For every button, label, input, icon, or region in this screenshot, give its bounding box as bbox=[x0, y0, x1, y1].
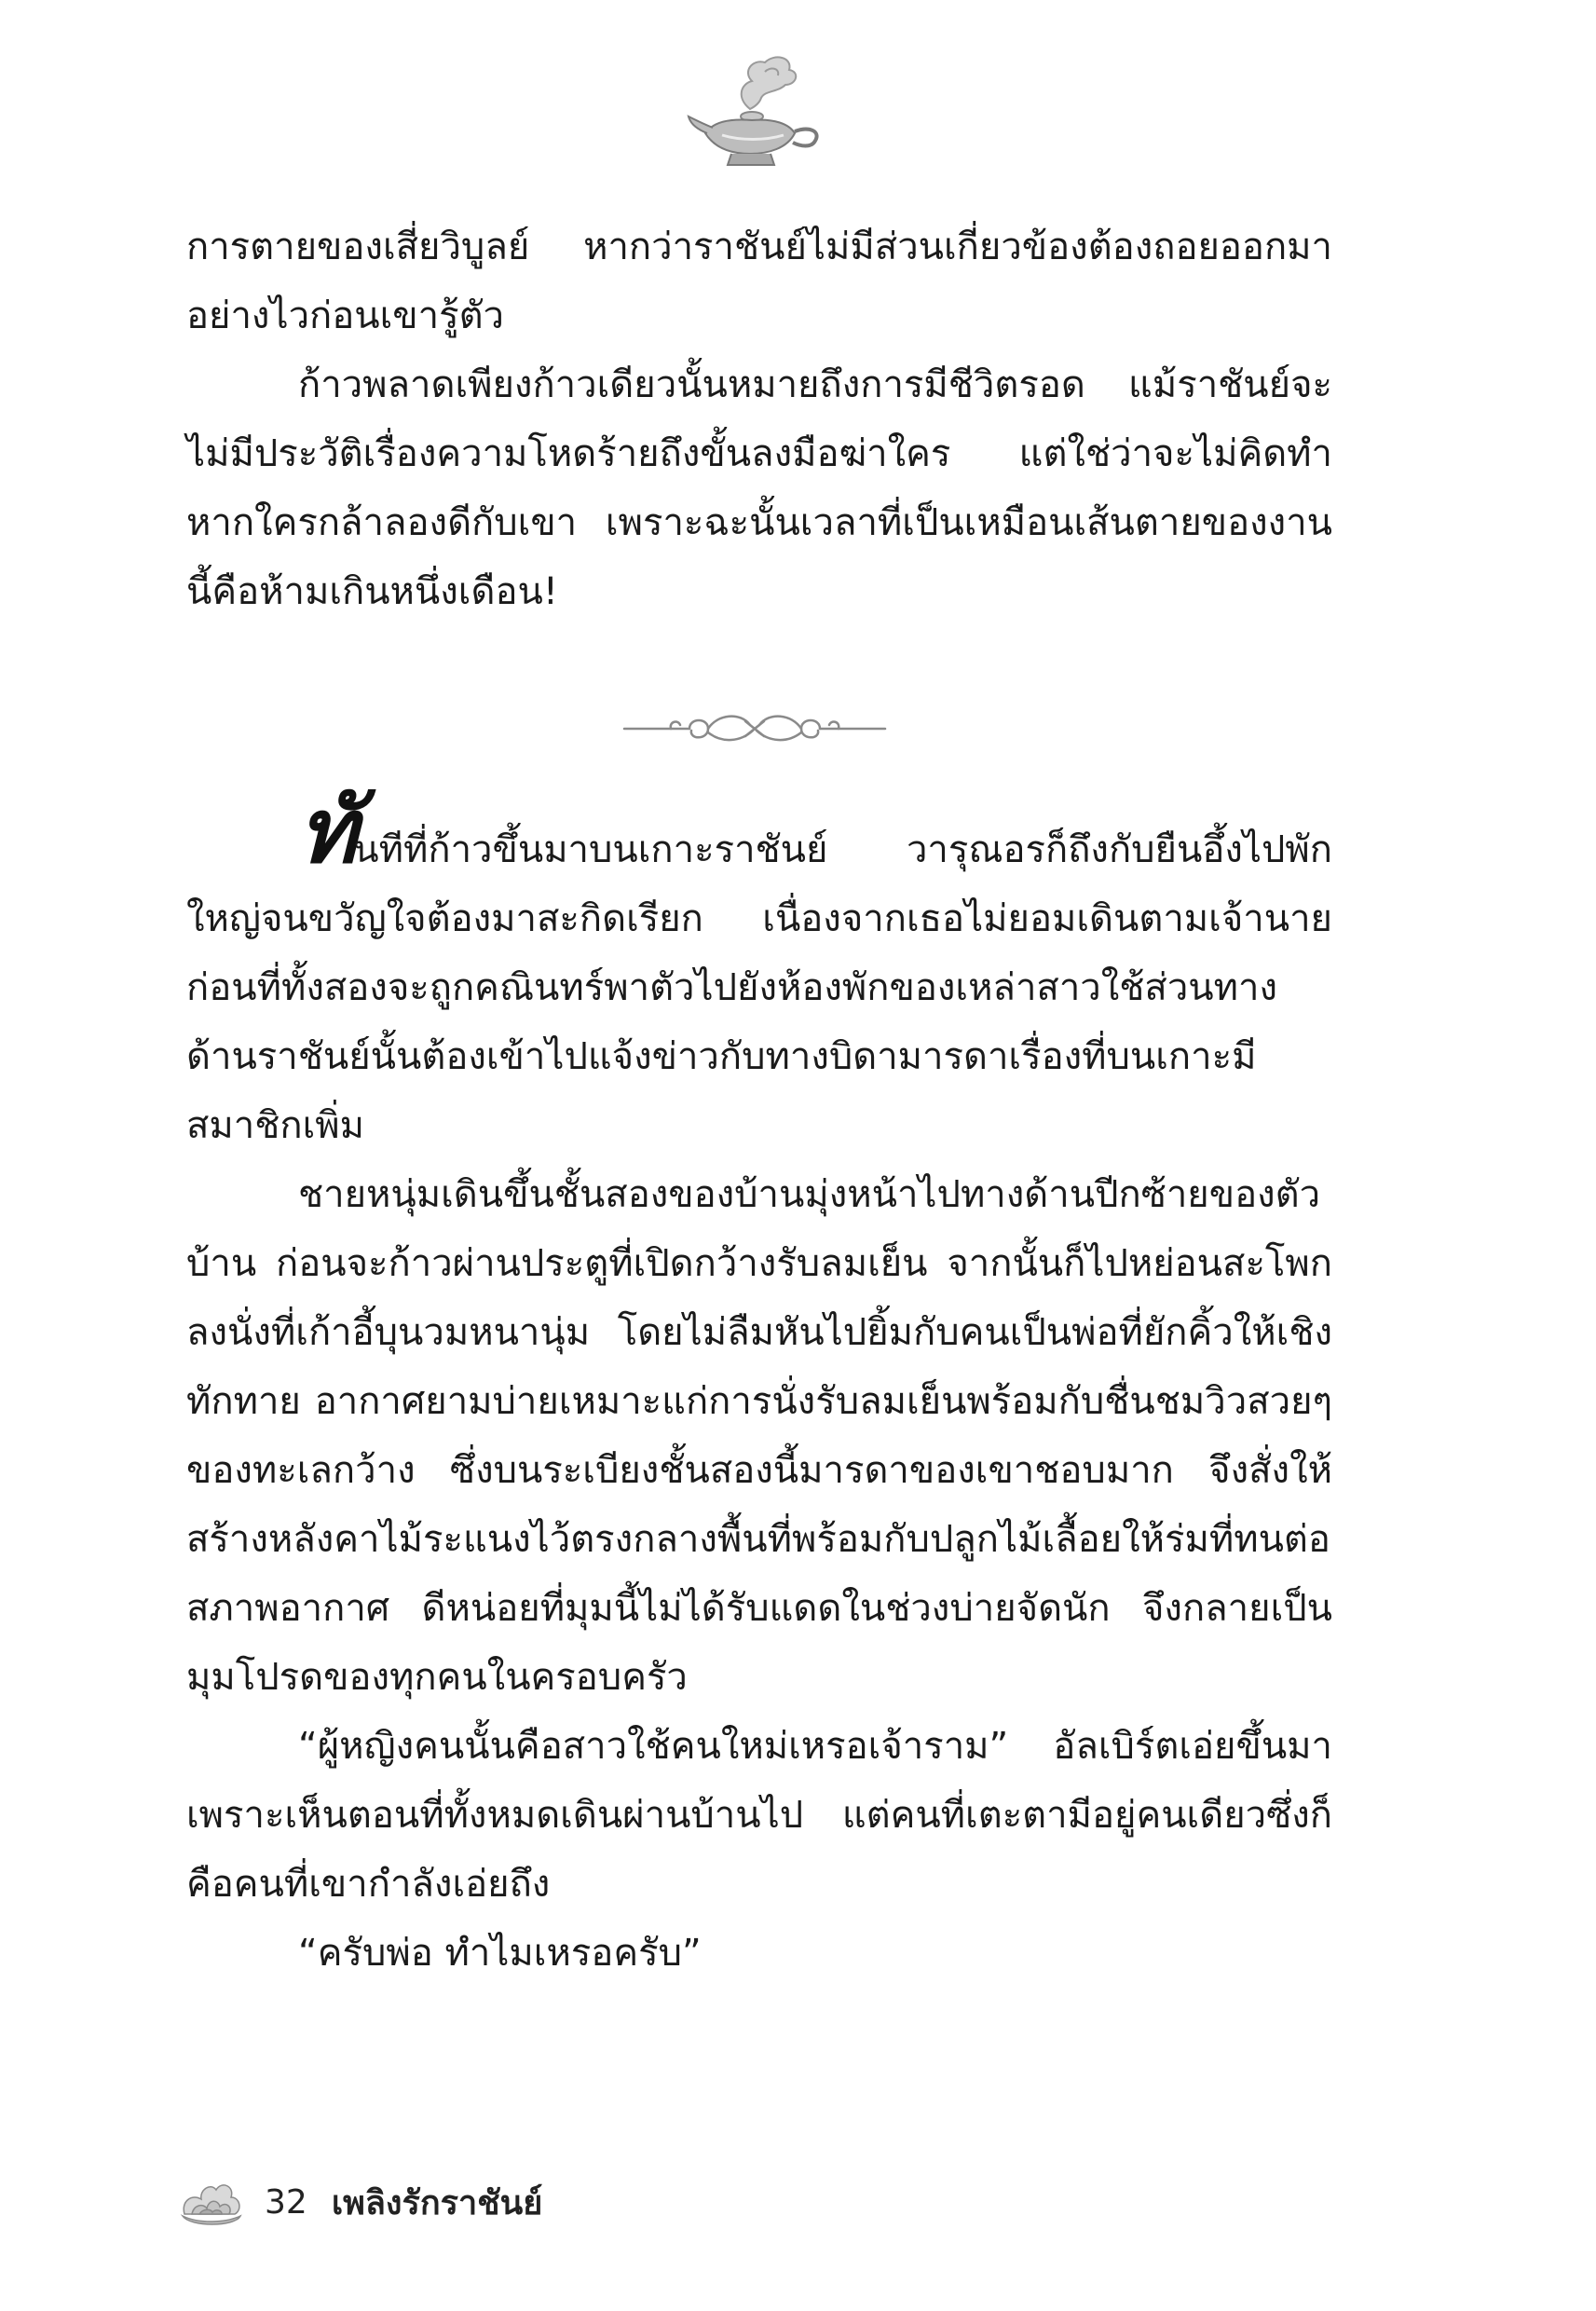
paragraph: ชายหนุ่มเดินขึ้นชั้นสองของบ้านมุ่งหน้าไปทางด้านปีกซ้ายของตัวบ้าน ก่อนจะก้าวผ่านประตูที่เปิดกว้างรับลมเย็น จากนั้นก็ไปหย่อนสะโพกลงนั่งที่เก้าอี้บุนวมหนานุ่ม โดยไม่ลืมหันไปยิ้มกับคนเป็นพ่อที่ยักคิ้วให้เชิงทักทาย อากาศยามบ่ายเหมาะแก่การนั่งรับลมเย็นพร้อมกับชื่นชมวิวสวยๆ ของทะเลกว้าง ซึ่งบนระเบียงชั้นสองนี้มารดาของเขาชอบมาก จึงสั่งให้สร้างหลังคาไม้ระแนงไว้ตรงกลางพื้นที่พร้อมกับปลูกไม้เลื้อยให้ร่มที่ทนต่อสภาพอากาศ ดีหน่อยที่มุมนี้ไม่ได้รับแดดในช่วงบ่ายจัดนัก จึงกลายเป็นมุมโปรดของทุกคนในครอบครัว bbox=[186, 1173, 1332, 1699]
text-block-top bbox=[186, 212, 1332, 626]
text-block-bottom bbox=[186, 778, 1332, 1988]
flourish-divider-icon bbox=[615, 701, 894, 757]
paragraph: ก้าวพลาดเพียงก้าวเดียวนั้นหมายถึงการมีชีวิตรอด แม้ราชันย์จะไม่มีประวัติเรื่องความโหดร้ายถึงขั้นลงมือฆ่าใคร แต่ใช่ว่าจะไม่คิดทำหากใครกล้าลองดีกับเขา เพราะฉะนั้นเวลาที่เป็นเหมือนเส้นตายของงานนี้คือห้ามเกินหนึ่งเดือน! bbox=[186, 363, 1332, 613]
paragraph-text: นทีที่ก้าวขึ้นมาบนเกาะราชันย์ วารุณอรก็ถึงกับยืนอึ้งไปพักใหญ่จนขวัญใจต้องมาสะกิดเรียก เนื่องจากเธอไม่ยอมเดินตามเจ้านาย ก่อนที่ทั้งสองจะถูกคณินทร์พาตัวไปยังห้องพักของเหล่าสาวใช้ส่วนทางด้านราชันย์นั้นต้องเข้าไปแจ้งข่าวกับทางบิดามารดาเรื่องที่บนเกาะมีสมาชิกเพิ่ม bbox=[186, 828, 1332, 1147]
book-title: เพลิงรักราชันย์ bbox=[331, 2183, 543, 2222]
genie-lamp-icon bbox=[685, 51, 825, 172]
drop-word: ทั bbox=[298, 778, 354, 883]
page-footer bbox=[179, 2169, 542, 2235]
paragraph: “ครับพ่อ ทำไมเหรอครับ” bbox=[298, 1932, 702, 1975]
paragraph: การตายของเสี่ยวิบูลย์ หากว่าราชันย์ไม่มีส่วนเกี่ยวข้องต้องถอยออกมาอย่างไวก่อนเขารู้ตัว bbox=[186, 226, 1332, 337]
paragraph: “ผู้หญิงคนนั้นคือสาวใช้คนใหม่เหรอเจ้าราม” อัลเบิร์ตเอ่ยขึ้นมาเพราะเห็นตอนที่ทั้งหมดเดินผ่านบ้านไป แต่คนที่เตะตามีอยู่คนเดียวซึ่งก็คือคนที่เขากำลังเอ่ยถึง bbox=[186, 1725, 1332, 1906]
page-number: 32 bbox=[265, 2182, 307, 2222]
rose-icon bbox=[179, 2173, 244, 2231]
paragraph bbox=[186, 778, 1332, 1160]
